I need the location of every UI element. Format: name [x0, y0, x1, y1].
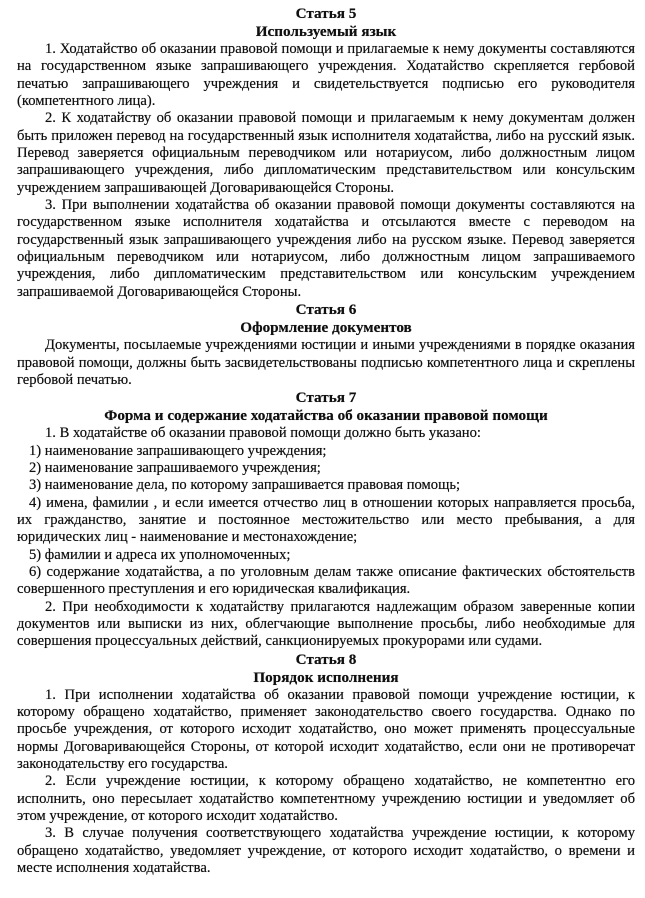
- paragraph: 2. Если учреждение юстиции, к которому обращено ходатайство, не компетентно его исполнить, оно пересылает ходатайство компетентному учреждению юстиции и уведомляет об этом учреждение, от которого исходит ходатайство.: [17, 773, 635, 825]
- article-section-6: [17, 301, 635, 389]
- article-number-heading: Статья 5: [295, 5, 357, 22]
- list-item: 6) содержание ходатайства, а по уголовным делам также описание фактических обстоятельств совершенного преступления и его юридическая квалификация.: [17, 563, 635, 598]
- list-item: 5) фамилии и адреса их уполномоченных;: [29, 546, 291, 563]
- paragraph: 1. При исполнении ходатайства об оказании правовой помощи учреждение юстиции, к которому обращено ходатайство, применяет законодательство своего государства. Однако по просьбе учреждения, от которого исходит ходатайство, оно может применять процессуальные нормы Договаривающейся Стороны, от которой исходит ходатайство, если они не противоречат законодательству его государства.: [17, 686, 635, 773]
- article-title: Оформление документов: [240, 319, 412, 337]
- article-section-8: [17, 651, 635, 878]
- article-title: Порядок исполнения: [253, 668, 399, 686]
- paragraph: 2. При необходимости к ходатайству прилагаются надлежащим образом заверенные копии документов или выписки из них, облегчающие выполнение просьбы, либо необходимые для совершения процессуальных действий, санкционируемых прокурорами или судами.: [17, 598, 635, 650]
- paragraph: 1. Ходатайство об оказании правовой помощи и прилагаемые к нему документы составляются на государственном языке запрашивающего учреждения. Ходатайство скрепляется гербовой печатью запрашивающего учреждения и свидетельствуется подписью его руководителя (компетентного лица).: [17, 41, 635, 110]
- article-section-5: [17, 5, 635, 301]
- list-item: 3) наименование дела, по которому запрашивается правовая помощь;: [29, 477, 461, 494]
- list-item: 1) наименование запрашивающего учреждения;: [29, 442, 327, 459]
- article-title: Используемый язык: [255, 23, 397, 40]
- list-item: 2) наименование запрашиваемого учреждения;: [29, 459, 321, 476]
- paragraph: 2. К ходатайству об оказании правовой помощи и прилагаемым к нему документам должен быть приложен перевод на государственный язык исполнителя ходатайства, либо на русский язык. Перевод заверяется официальным переводчиком или нотариусом, либо должностным лицом запрашивающего учреждения, либо дипломатическим представительством или консульским учреждением запрашивающей Договаривающейся Стороны.: [17, 110, 635, 196]
- list-item: 4) имена, фамилии , и если имеется отчество лиц в отношении которых направляется просьба, их гражданство, занятие и постоянное местожительство или место пребывания, а для юридических лиц - наименование и местонахождение;: [17, 494, 635, 546]
- paragraph: 3. В случае получения соответствующего ходатайства учреждение юстиции, к которому обращено ходатайство, уведомляет учреждение, от которого исходит ходатайство, о времени и месте исполнения ходатайства.: [17, 825, 635, 877]
- article-number-heading: Статья 6: [295, 301, 357, 319]
- paragraph: Документы, посылаемые учреждениями юстиции и иными учреждениями в порядке оказания правовой помощи, должны быть засвидетельствованы подписью компетентного лица и скреплены гербовой печатью.: [17, 337, 635, 388]
- article-number-heading: Статья 7: [295, 389, 357, 407]
- article-title: Форма и содержание ходатайства об оказании правовой помощи: [104, 407, 548, 425]
- article-section-7: [17, 389, 635, 650]
- paragraph: 1. В ходатайстве об оказании правовой помощи должно быть указано:: [45, 425, 481, 442]
- paragraph: 3. При выполнении ходатайства об оказании правовой помощи документы составляются на государственном языке исполнителя ходатайства и отсылаются вместе с переводом на государственный язык запрашивающего учреждения либо на русском языке. Перевод заверяется официальным переводчиком или нотариусом, либо должностным лицом запрашиваемого учреждения, либо дипломатическим представительством или консульским учреждением запрашиваемой Договаривающейся Стороны.: [17, 197, 635, 300]
- article-number-heading: Статья 8: [295, 650, 357, 668]
